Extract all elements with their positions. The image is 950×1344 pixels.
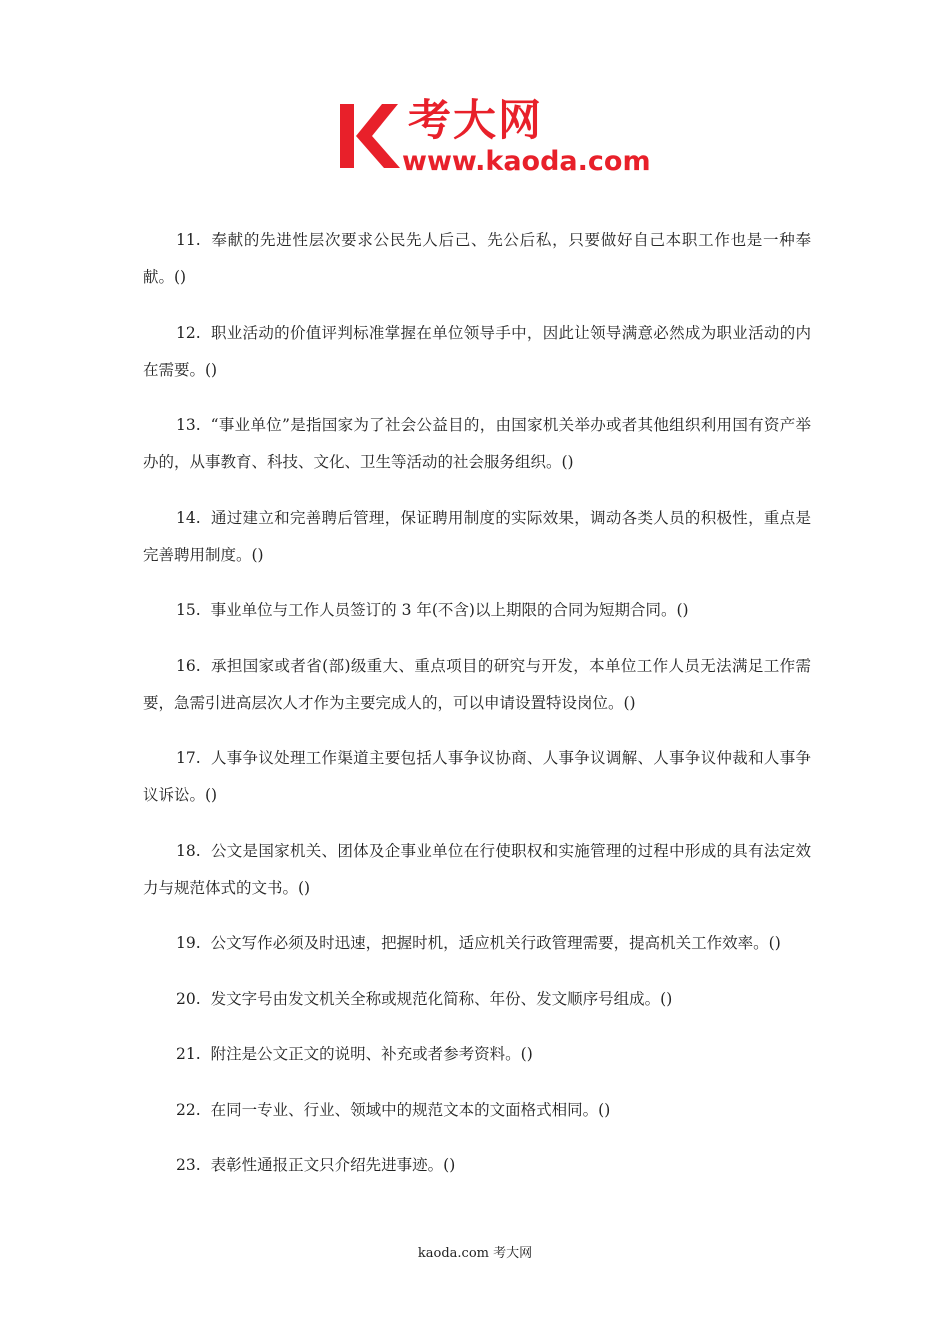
question-12 xyxy=(143,315,811,389)
question-text: 事业单位与工作人员签订的 3 年(不含)以上期限的合同为短期合同。() xyxy=(210,601,689,619)
question-text: 发文字号由发文机关全称或规范化简称、年份、发文顺序号组成。() xyxy=(210,989,673,1008)
question-17 xyxy=(143,740,811,814)
logo-url: www.kaoda.com xyxy=(402,146,651,177)
question-22 xyxy=(143,1092,811,1129)
question-number: 17. xyxy=(176,749,201,767)
question-number: 13. xyxy=(176,416,201,434)
question-19 xyxy=(143,925,811,962)
question-text: “事业单位”是指国家为了社会公益目的，由国家机关举办或者其他组织利用国有资产举办的，从事教育、科技、文化、卫生等活动的社会服务组织。() xyxy=(143,416,811,471)
question-text: 承担国家或者省(部)级重大、重点项目的研究与开发，本单位工作人员无法满足工作需要，急需引进高层次人才作为主要完成人的，可以申请设置特设岗位。() xyxy=(143,656,811,712)
question-15 xyxy=(143,592,811,629)
question-number: 23. xyxy=(176,1156,201,1174)
question-text: 在同一专业、行业、领域中的规范文本的文面格式相同。() xyxy=(210,1100,611,1119)
question-text: 附注是公文正文的说明、补充或者参考资料。() xyxy=(210,1045,533,1063)
question-number: 21. xyxy=(176,1045,201,1063)
question-number: 22. xyxy=(176,1100,201,1119)
question-number: 15. xyxy=(176,601,201,619)
question-text: 人事争议处理工作渠道主要包括人事争议协商、人事争议调解、人事争议仲裁和人事争议诉讼。() xyxy=(143,749,811,804)
question-18 xyxy=(143,833,811,907)
question-20 xyxy=(143,981,811,1018)
question-text: 公文是国家机关、团体及企事业单位在行使职权和实施管理的过程中形成的具有法定效力与规范体式的文书。() xyxy=(143,841,811,897)
question-number: 14. xyxy=(176,508,201,527)
question-16 xyxy=(143,648,811,722)
question-text: 通过建立和完善聘后管理，保证聘用制度的实际效果，调动各类人员的积极性，重点是完善聘用制度。() xyxy=(143,508,811,564)
question-number: 19. xyxy=(176,934,201,952)
question-text: 奉献的先进性层次要求公民先人后己、先公后私，只要做好自己本职工作也是一种奉献。() xyxy=(143,231,811,286)
question-list xyxy=(143,222,811,1203)
question-14 xyxy=(143,500,811,574)
k-logo-icon xyxy=(338,100,400,172)
question-text: 公文写作必须及时迅速，把握时机，适应机关行政管理需要，提高机关工作效率。() xyxy=(210,934,781,952)
question-number: 11. xyxy=(176,231,201,249)
question-13 xyxy=(143,407,811,481)
logo-title: 考大网 xyxy=(408,96,543,146)
question-21 xyxy=(143,1036,811,1073)
question-23 xyxy=(143,1147,811,1184)
kaoda-logo xyxy=(338,96,668,182)
question-text: 职业活动的价值评判标准掌握在单位领导手中，因此让领导满意必然成为职业活动的内在需要。() xyxy=(143,323,811,379)
question-11 xyxy=(143,222,811,296)
question-number: 20. xyxy=(176,989,201,1008)
question-number: 18. xyxy=(176,841,201,860)
page-footer: kaoda.com 考大网 xyxy=(417,1246,533,1261)
question-number: 12. xyxy=(176,323,201,342)
question-number: 16. xyxy=(176,656,201,675)
question-text: 表彰性通报正文只介绍先进事迹。() xyxy=(210,1156,456,1174)
